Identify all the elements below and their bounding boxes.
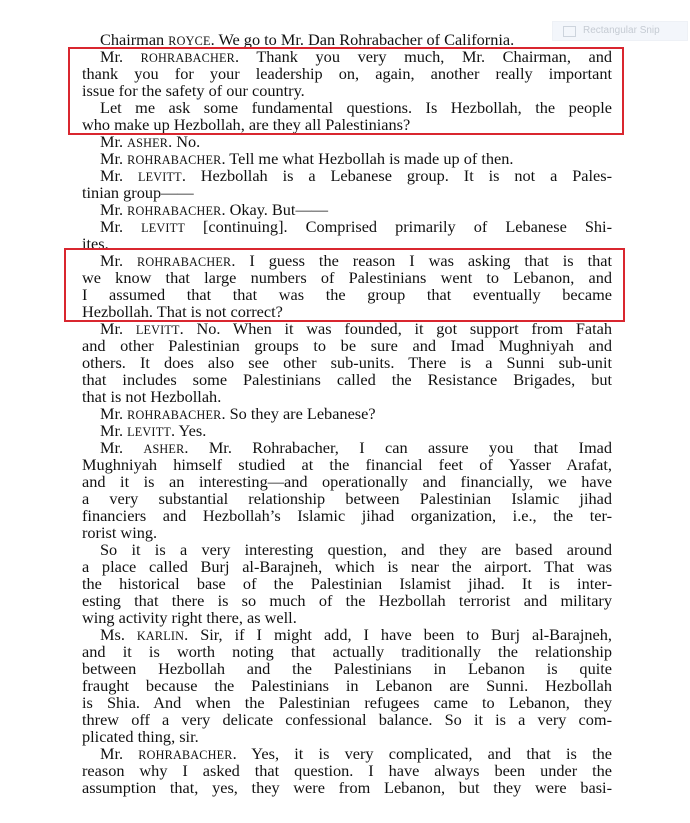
transcript-line: [100, 133, 612, 150]
speaker-name: ROHRABACHER: [127, 153, 222, 167]
speaker-name: LEVITT: [137, 170, 182, 184]
highlight-box-question-2: [64, 248, 625, 322]
transcript-line: [100, 320, 612, 337]
line-text: . Sir, if I might add, I have been to Burj al-Barajneh,: [184, 625, 612, 644]
transcript-line: is Shia. And when the Palestinian refugees came to Lebanon, they: [82, 693, 612, 712]
transcript-line: [100, 405, 612, 422]
transcript-line: [100, 439, 612, 456]
speaker-title: Mr.: [100, 132, 128, 151]
speaker-name: KARLIN: [136, 629, 185, 643]
line-text: . So they are Lebanese?: [221, 404, 376, 423]
transcript-line: and other Palestinian groups to be sure and Imad Mughniyah and: [82, 336, 612, 355]
line-text: . Hezbollah is a Lebanese group. It is not a Pales-: [181, 166, 612, 185]
transcript-line: that is not Hezbollah.: [82, 387, 222, 406]
transcript-line: Mughniyah himself studied at the financial feet of Yasser Arafat,: [82, 455, 612, 474]
line-text: . Tell me what Hezbollah is made up of then.: [221, 149, 514, 168]
speaker-name: LEVITT: [141, 221, 185, 235]
snip-button-label: Rectangular Snip: [583, 25, 660, 36]
line-text: . Thank you very much, Mr. Chairman, and: [234, 47, 612, 66]
transcript-line: financiers and Hezbollah’s Islamic jihad organization, i.e., the ter-: [82, 506, 612, 525]
transcript-line: [100, 422, 612, 439]
transcript-line: threw off a very delicate confessional balance. So it is a very com-: [82, 710, 612, 729]
transcript-line: the historical base of the Palestinian Islamist jihad. It is inter-: [82, 574, 612, 593]
speaker-name: LEVITT: [135, 323, 180, 337]
line-text: . Yes.: [170, 421, 207, 440]
speaker-name: ASHER: [127, 136, 169, 150]
transcript-line: rorist wing.: [82, 523, 158, 542]
transcript-line: a very substantial relationship between Palestinian Islamic jihad: [82, 489, 612, 508]
speaker-name: ROYCE: [168, 34, 211, 48]
line-text: . I guess the reason I was asking that is that: [231, 251, 613, 270]
speaker-title: Mr.: [100, 149, 128, 168]
transcript-line: fraught because the Palestinians in Lebanon are Sunni. Hezbollah: [82, 676, 612, 695]
transcript-line: a place called Burj al-Barajneh, which is near the airport. That was: [82, 557, 612, 576]
speaker-name: ROHRABACHER: [127, 408, 222, 422]
speaker-title: Mr.: [100, 744, 139, 763]
speaker-title: Mr.: [100, 319, 136, 338]
line-text: . No. When it was founded, it got support from Fatah: [179, 319, 612, 338]
speaker-title: Mr.: [100, 200, 128, 219]
speaker-title: Mr.: [100, 251, 138, 270]
speaker-name: LEVITT: [127, 425, 171, 439]
transcript-line: assumption that, yes, they were from Lebanon, but they were basi-: [82, 778, 612, 797]
speaker-title: Mr.: [100, 217, 142, 236]
transcript-line: [100, 218, 612, 235]
transcript-line: issue for the safety of our country.: [82, 81, 305, 100]
transcript-line: So it is a very interesting question, and they are based around: [100, 540, 612, 559]
speaker-title: Mr.: [100, 421, 128, 440]
line-text: [continuing]. Comprised primarily of Lebanese Shi-: [184, 217, 613, 236]
line-text: . Mr. Rohrabacher, I can assure you that Imad: [184, 438, 612, 457]
speaker-name: ROHRABACHER: [137, 255, 232, 269]
transcript-line: I assumed that that was the group that eventually became: [82, 285, 612, 304]
transcript-line: we know that large numbers of Palestinians went to Lebanon, and: [82, 268, 612, 287]
line-text: . Yes, it is very complicated, and that is the: [232, 744, 612, 763]
transcript-line: that includes some Palestinians called the Resistance Brigades, but: [82, 370, 612, 389]
speaker-title: Chairman: [100, 30, 169, 49]
transcript-line: Let me ask some fundamental questions. Is Hezbollah, the people: [100, 98, 612, 117]
speaker-name: ROHRABACHER: [127, 204, 222, 218]
transcript-line: thank you for your leadership on, again, another really important: [82, 64, 612, 83]
transcript-line: plicated thing, sir.: [82, 727, 199, 746]
transcript-line: esting that there is so much of the Hezbollah terrorist and military: [82, 591, 612, 610]
transcript-line: wing activity right there, as well.: [82, 608, 297, 627]
transcript-line: who make up Hezbollah, are they all Palestinians?: [82, 115, 411, 134]
transcript-line: Hezbollah. That is not correct?: [82, 302, 283, 321]
speaker-title: Mr.: [100, 404, 128, 423]
transcript-line: [100, 167, 612, 184]
speaker-name: ROHRABACHER: [138, 748, 233, 762]
speaker-name: ROHRABACHER: [140, 51, 235, 65]
transcript-line: others. It does also see other sub-units. There is a Sunni sub-unit: [82, 353, 612, 372]
speaker-title: Mr.: [100, 47, 141, 66]
transcript-line: and it is worth noting that actually traditionally the relationship: [82, 642, 612, 661]
line-text: . Okay. But——: [221, 200, 329, 219]
line-text: . We go to Mr. Dan Rohrabacher of California.: [210, 30, 515, 49]
transcript-line: [100, 31, 612, 48]
line-text: . No.: [168, 132, 201, 151]
speaker-name: ASHER: [143, 442, 185, 456]
speaker-title: Mr.: [100, 438, 144, 457]
transcript-line: [100, 201, 612, 218]
highlight-box-question-1: [68, 47, 624, 135]
transcript-line: [100, 626, 612, 643]
speaker-title: Ms.: [100, 625, 137, 644]
transcript-line: between Hezbollah and the Palestinians in Lebanon is quite: [82, 659, 612, 678]
transcript-line: ites.: [82, 234, 109, 253]
transcript-line: reason why I asked that question. I have always been under the: [82, 761, 612, 780]
transcript-line: tinian group——: [82, 183, 194, 202]
transcript-line: [100, 150, 612, 167]
speaker-title: Mr.: [100, 166, 138, 185]
transcript-line: [100, 745, 612, 762]
transcript-line: and it is an interesting—and operationally and financially, we have: [82, 472, 612, 491]
